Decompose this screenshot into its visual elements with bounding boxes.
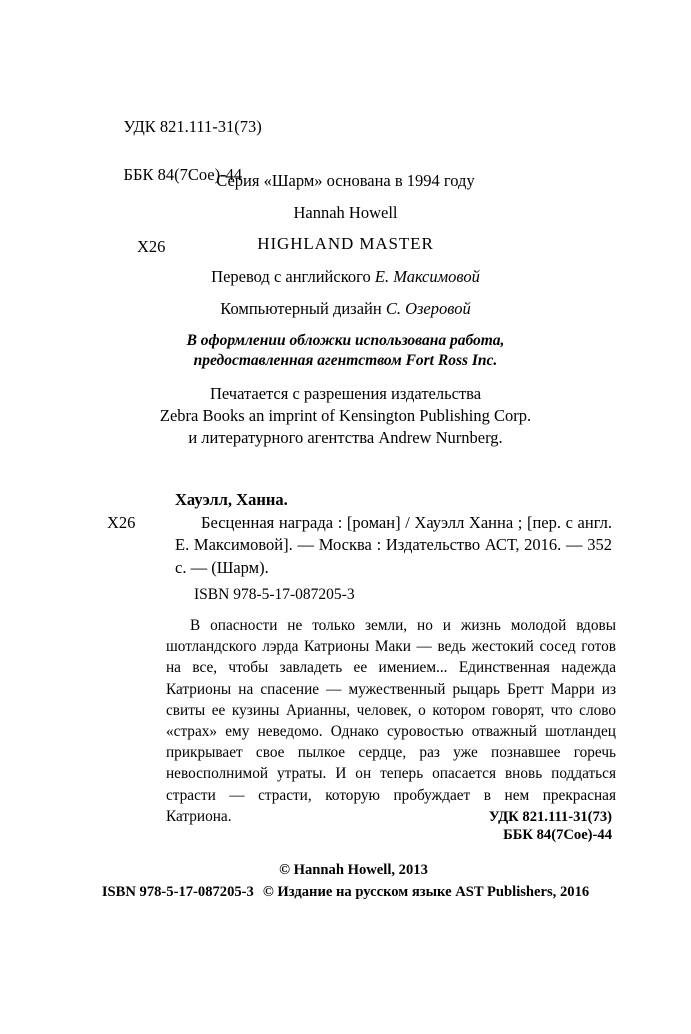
permission-line-1: Печатается с разрешения издательства [209,384,482,403]
designer-credit-prefix: Компьютерный дизайн [220,299,386,318]
isbn-footer: ISBN 978-5-17-087205-3 [101,884,254,900]
permission-line-3: и литературного агентства Andrew Nurnberg. [188,428,503,447]
book-annotation: В опасности не только земли, но и жизнь молодой вдовы шотландского лэрда Катрионы Маки — ведь жестокий сосед готов на все, чтобы завладеть ее имением... Единственная надежда Катрионы на спасение — мужественный рыцарь Бретт Марри из свиты ее кузины Арианны, человек, о котором говорят, что слово «страх» ему неведомо. Однако суровостью отважный шотландец прикрывает свое пылкое сердце, раз уже познавшее горечь невосполнимой утраты. И он теперь опасается вновь поддаться страсти — страсти, которую пробуждает в нем прекрасная Катриона. [166,617,616,825]
cover-credit-line-2: предоставленная агентством Fort Ross Inc. [193,352,498,369]
series-line: Серия «Шарм» основана в 1994 году [216,171,475,190]
translator-credit-prefix: Перевод с английского [211,267,375,286]
cover-artwork-credit [0,331,691,371]
udk-code-top: УДК 821.111-31(73) [123,117,262,136]
original-title: HIGHLAND MASTER [257,234,434,253]
citation-body [175,489,612,579]
bbk-code-top: ББК 84(7Сое)-44 [123,165,243,184]
permission-line-2: Zebra Books an imprint of Kensington Publishing Corp. [159,406,532,425]
bottom-classification-codes [489,808,612,844]
citation-description: Бесценная награда : [роман] / Хауэлл Ханна ; [пер. с англ. Е. Максимовой]. — Москва : Издательство АСТ, 2016. — 352 с. — (Шарм). [175,512,612,577]
translator-name: Е. Максимовой [374,267,480,286]
shelfmark-top: Х26 [137,237,166,256]
designer-name: С. Озеровой [385,299,471,318]
cover-credit-line-1: В оформлении обложки использована работа, [186,332,505,349]
citation-author-heading: Хауэлл, Ханна. [175,490,288,509]
bibliographic-citation [107,489,612,579]
printing-permission [0,383,691,449]
citation-shelfmark: Х26 [107,512,136,532]
designer-credit [0,299,691,319]
translator-credit [0,267,691,287]
copyright-russian: © Издание на русском языке AST Publishers, 2016 [262,884,590,900]
copyright-original: © Hannah Howell, 2013 [279,862,428,878]
bbk-code-bottom: ББК 84(7Сое)-44 [503,827,612,843]
udk-code-bottom: УДК 821.111-31(73) [488,809,612,825]
copyright-footer [0,859,691,903]
isbn-citation: ISBN 978-5-17-087205-3 [194,586,355,603]
original-author-name: Hannah Howell [293,203,398,222]
footer-isbn-row [0,881,691,903]
